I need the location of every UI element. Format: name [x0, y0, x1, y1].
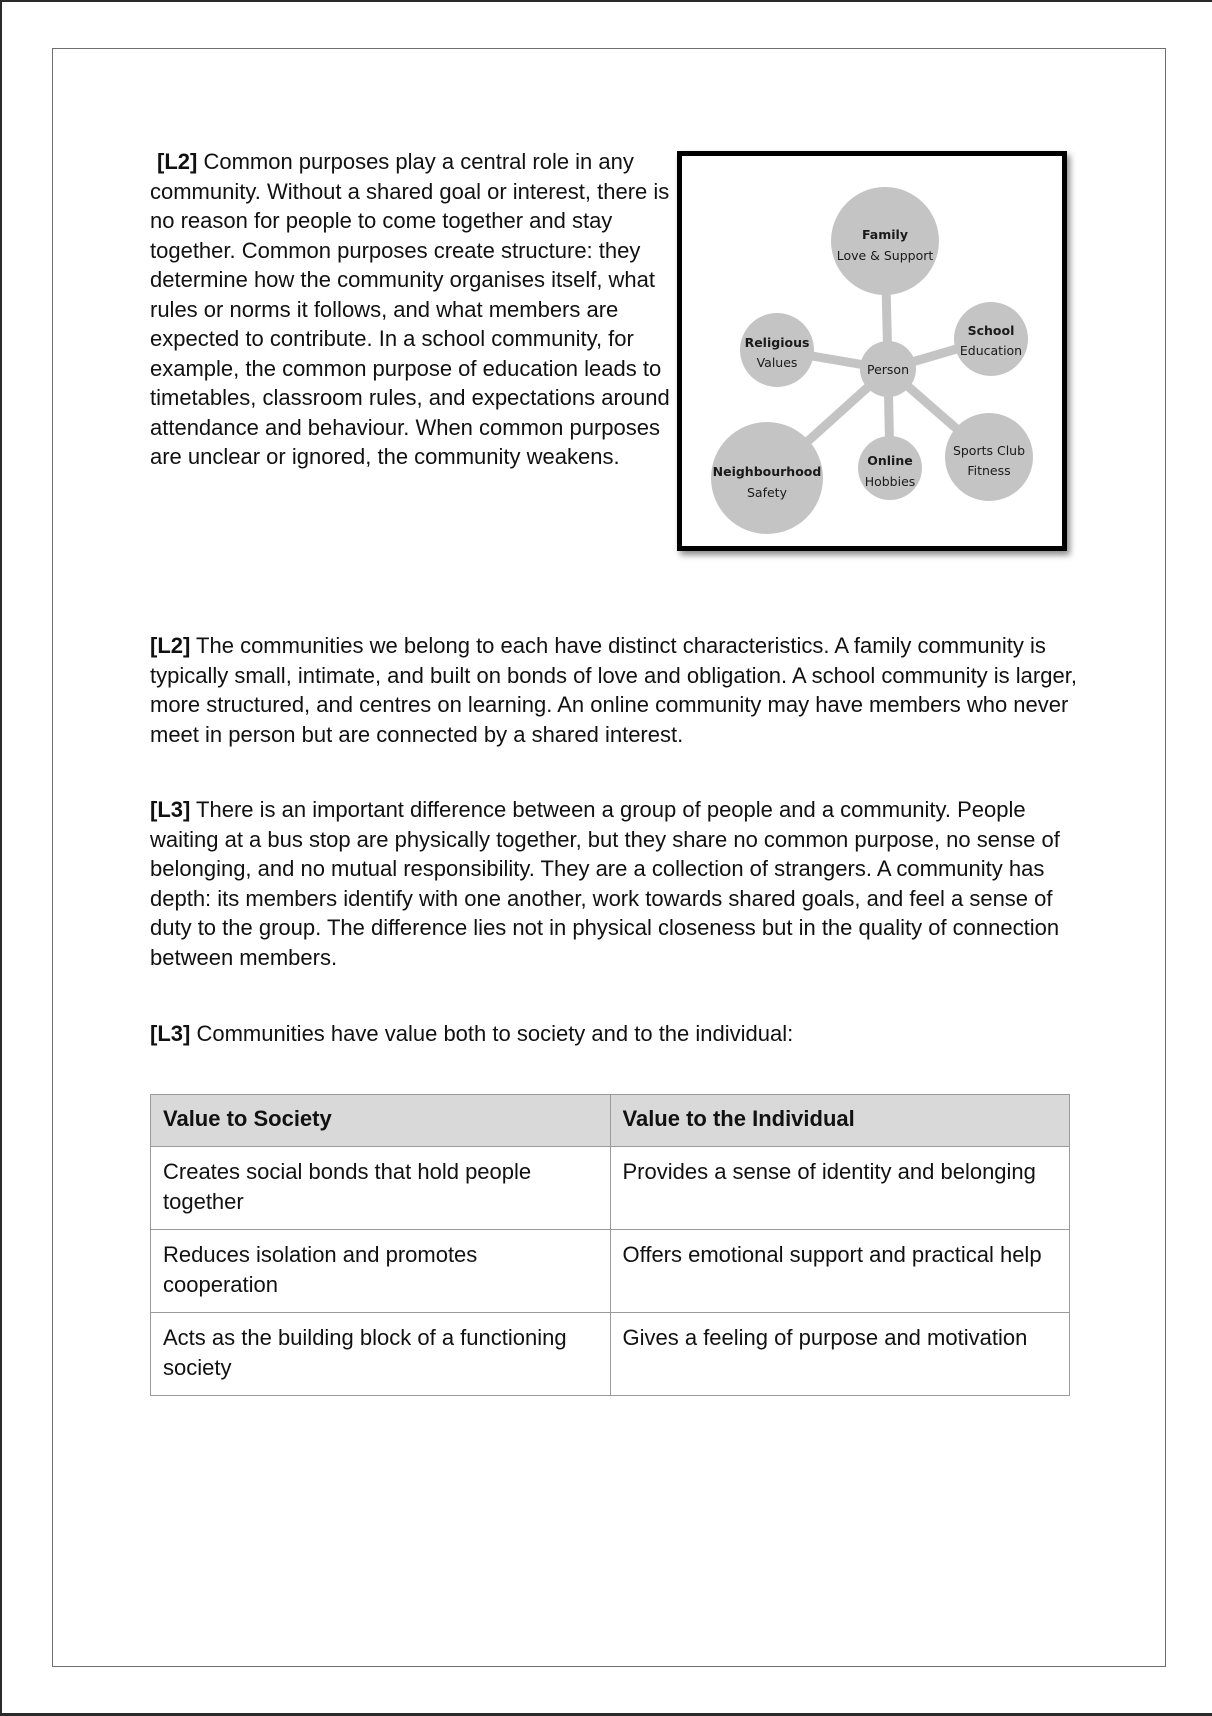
level-tag: [L2] [157, 149, 198, 174]
node-family [831, 187, 939, 295]
paragraph-text: Common purposes play a central role in any community. Without a shared goal or interest, there is no reason for people to come together and stay together. Common purposes create structure: they determine how the community organises itself, what rules or norms it follows, and what members are expected to contribute. In a school community, for example, the common purpose of education leads to timetables, classroom rules, and expectations around attendance and behaviour. When common purposes are unclear or ignored, the community weakens. [150, 149, 670, 469]
table-cell: Provides a sense of identity and belonging [610, 1147, 1070, 1230]
svg-text:Hobbies: Hobbies [864, 474, 916, 489]
table-cell: Acts as the building block of a functioning society [151, 1313, 611, 1396]
table-cell: Offers emotional support and practical help [610, 1230, 1070, 1313]
table-cell: Reduces isolation and promotes cooperation [151, 1230, 611, 1313]
community-diagram [677, 151, 1067, 551]
svg-text:Fitness: Fitness [967, 463, 1011, 478]
paragraph-community-characteristics [150, 631, 1080, 749]
svg-text:Education: Education [959, 343, 1023, 358]
svg-text:Values: Values [756, 355, 798, 370]
node-sports-club [945, 413, 1033, 501]
paragraph-text: The communities we belong to each have distinct characteristics. A family community is typically small, intimate, and built on bonds of love and obligation. A school community is larger, more structured, and centres on learning. An online community may have members who never meet in person but are connected by a shared interest. [150, 633, 1077, 747]
paragraph-group-vs-community [150, 795, 1080, 972]
svg-text:Religious: Religious [744, 335, 810, 350]
table-header-row [151, 1095, 1070, 1147]
svg-text:Person: Person [866, 362, 910, 377]
paragraph-community-value-intro [150, 1019, 1080, 1049]
node-online [858, 436, 922, 500]
svg-text:Neighbourhood: Neighbourhood [712, 464, 822, 479]
community-diagram-svg [682, 156, 1062, 546]
paragraph-text: Communities have value both to society and to the individual: [190, 1021, 794, 1046]
level-tag: [L3] [150, 797, 191, 822]
table-cell: Creates social bonds that hold people together [151, 1147, 611, 1230]
table-row [151, 1230, 1070, 1313]
node-neighbourhood [711, 422, 823, 534]
community-value-table [150, 1094, 1070, 1396]
svg-text:School: School [967, 323, 1015, 338]
level-tag: [L2] [150, 633, 191, 658]
column-header-society: Value to Society [151, 1095, 611, 1147]
svg-text:Family: Family [862, 227, 908, 242]
document-page [2, 2, 1212, 1713]
node-school [954, 302, 1028, 376]
node-religious [740, 313, 814, 387]
svg-text:Online: Online [867, 453, 913, 468]
table-cell: Gives a feeling of purpose and motivation [610, 1313, 1070, 1396]
node-person [860, 341, 916, 397]
svg-text:Sports Club: Sports Club [952, 443, 1026, 458]
table-row [151, 1147, 1070, 1230]
svg-text:Love & Support: Love & Support [836, 248, 934, 263]
column-header-individual: Value to the Individual [610, 1095, 1070, 1147]
paragraph-common-purposes [150, 147, 670, 472]
level-tag: [L3] [150, 1021, 191, 1046]
table-row [151, 1313, 1070, 1396]
svg-text:Safety: Safety [747, 485, 787, 500]
paragraph-text: There is an important difference between a group of people and a community. People waiting at a bus stop are physically together, but they share no common purpose, no sense of belonging, and no mutual responsibility. They are a collection of strangers. A community has depth: its members identify with one another, work towards shared goals, and feel a sense of duty to the group. The difference lies not in physical closeness but in the quality of connection between members. [150, 797, 1060, 970]
